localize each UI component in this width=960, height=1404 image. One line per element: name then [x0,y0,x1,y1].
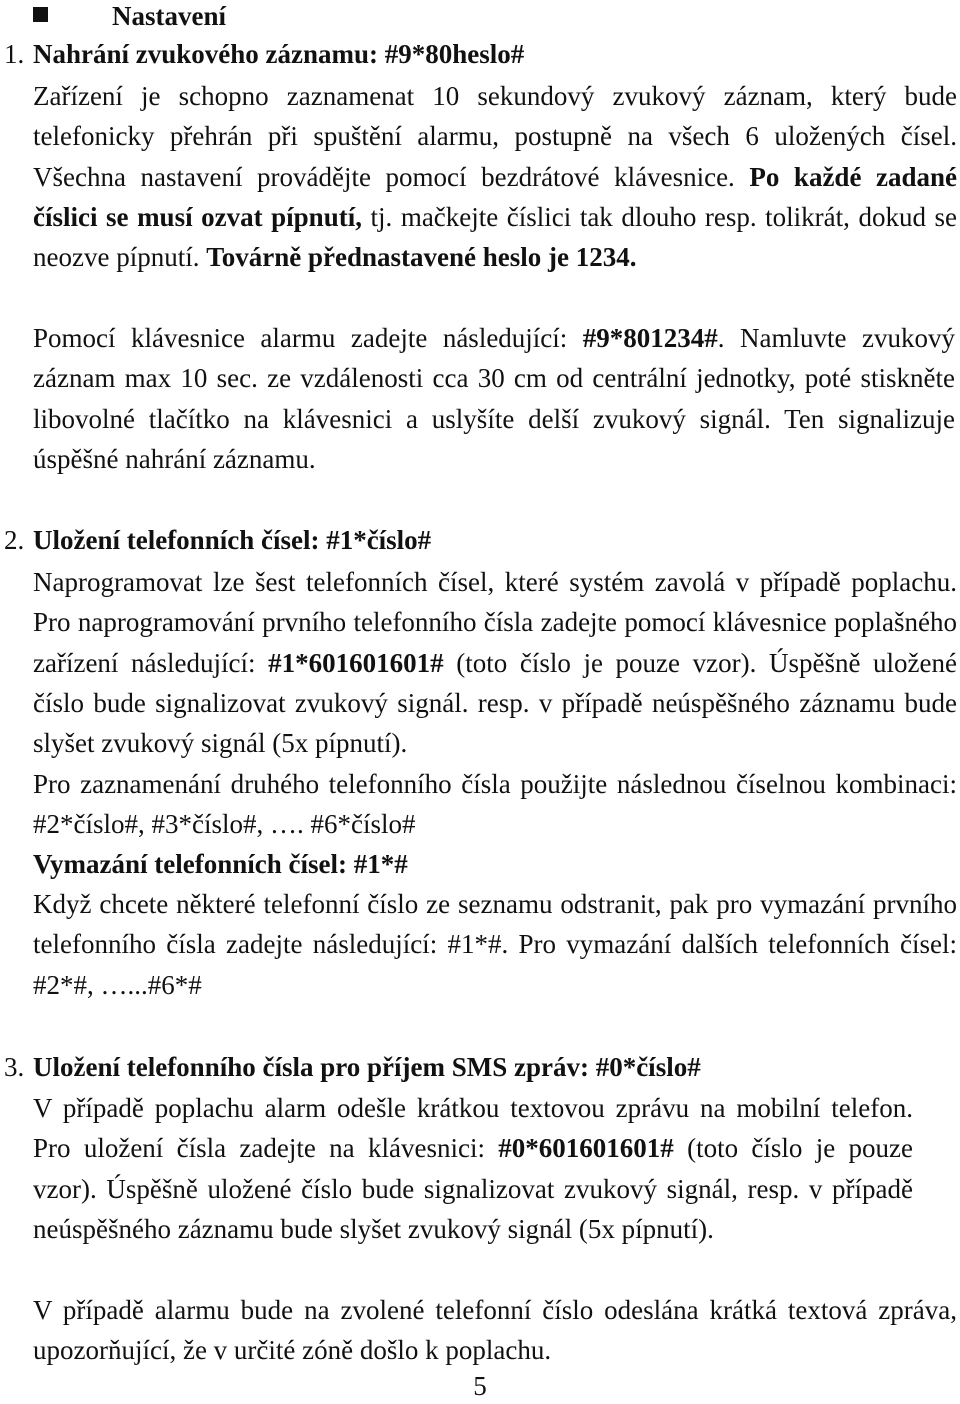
section-1-number: 1. [4,39,25,69]
section-2-paragraph-1 [33,562,957,763]
section-1-heading: Nahrání zvukového záznamu: #9*80heslo# [33,39,525,69]
section-2-heading: Uložení telefonních čísel: #1*číslo# [33,525,432,555]
bold-text-run: Po každé zadané číslici se musí ozvat pípnutí, [33,161,957,232]
section-3-paragraph-2: V případě alarmu bude na zvolené telefonní číslo odeslána krátká textová zpráva, upozorňující, že v určité zóně došlo k poplachu. [33,1295,957,1366]
header-label: Nastavení [112,1,226,31]
text-run: (toto číslo je pouze vzor). Úspěšně uložené číslo bude signalizovat zvukový signál. resp. v případě neúspěšného záznamu bude slyšet zvukový signál (5x pípnutí). [33,647,957,759]
subtitle-text: Vymazání telefonních čísel: #1*# [33,849,408,879]
text-run: Pomocí klávesnice alarmu zadejte následující: [33,323,583,353]
section-3-heading: Uložení telefonního čísla pro příjem SMS zpráv: #0*číslo# [33,1052,701,1082]
text-run: Zařízení je schopno zaznamenat 10 sekundový zvukový záznam, který bude telefonicky přehrán při spuštění alarmu, postupně na všech 6 uložených čísel. Všechna nastavení provádějte pomocí bezdrátové klávesnice. [33,81,957,192]
bold-text-run: #1*601601601# [268,647,444,678]
section-1-paragraph-1 [33,76,957,277]
text-run: (toto číslo je pouze vzor). Úspěšně uložené číslo bude signalizovat zvukový signál, resp. v případě neúspěšného záznamu bude slyšet zvukový signál (5x pípnutí). [33,1133,913,1244]
section-2-paragraph-2: Pro zaznamenání druhého telefonního čísla použijte následnou číselnou kombinaci: #2*číslo#, #3*číslo#, …. #6*číslo# [33,769,957,840]
section-2-number: 2. [4,525,25,555]
square-bullet-icon [33,7,48,22]
text-run: . Namluvte zvukový záznam max 10 sec. ze vzdálenosti cca 30 cm od centrální jednotky, poté stiskněte libovolné tlačítko na klávesnici a uslyšíte delší zvukový signál. Ten signalizuje úspěšné nahrání záznamu. [33,323,955,474]
text-run: V případě poplachu alarm odešle krátkou textovou zprávu na mobilní telefon. Pro uložení čísla zadejte na klávesnici: [33,1093,913,1164]
bold-text-run: #9*801234# [582,323,718,353]
bold-text-run: #0*601601601# [498,1133,674,1164]
section-1-title [4,36,524,72]
section-3-number: 3. [4,1052,25,1082]
section-header [33,0,226,34]
text-run: Naprogramovat lze šest telefonních čísel, které systém zavolá v případě poplachu. Pro naprogramování prvního telefonního čísla zadejte pomocí klávesnice poplašného zařízení následující: [33,567,957,678]
bold-text-run: Továrně přednastavené heslo je 1234. [206,242,637,273]
section-3-paragraph-1 [33,1088,913,1249]
text-run: tj. mačkejte číslici tak dlouho resp. tolikrát, dokud se neozve pípnutí. [33,201,957,273]
section-2-subtitle [33,844,955,884]
section-1-paragraph-2 [33,318,955,479]
section-3-title [4,1049,701,1085]
section-2-paragraph-3: Když chcete některé telefonní číslo ze seznamu odstranit, pak pro vymazání prvního telefonního čísla zadejte následující: #1*#. Pro vymazání dalších telefonních čísel: #2*#, …...#6*# [33,889,957,1000]
section-2-title [4,522,431,558]
page-number: 5 [473,1371,487,1401]
